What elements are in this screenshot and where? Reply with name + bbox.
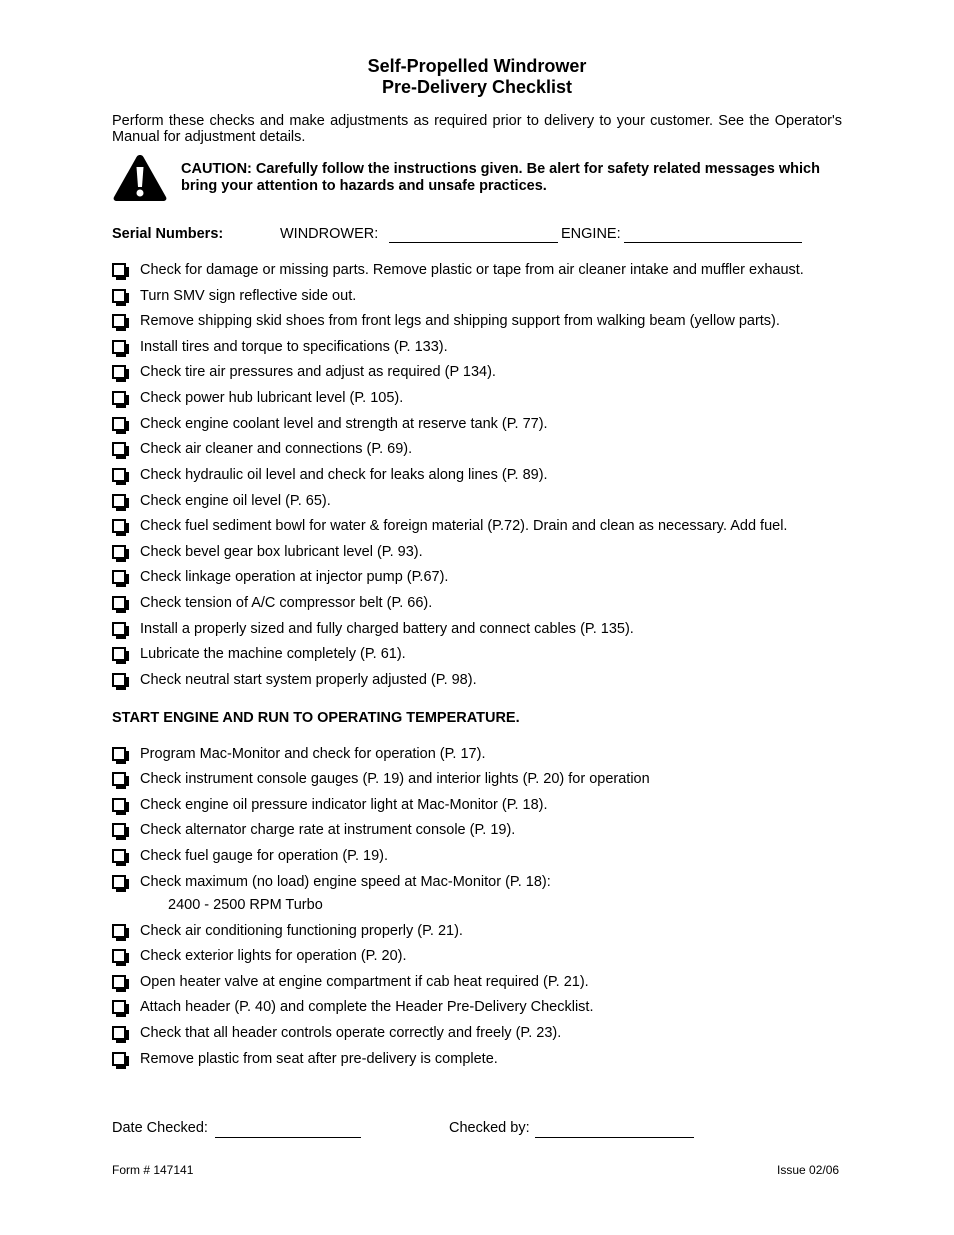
checklist-item-text: Install tires and torque to specifications (P. 133). xyxy=(140,339,448,355)
windrower-serial-field[interactable] xyxy=(389,242,558,243)
checklist-item xyxy=(112,771,852,791)
checklist-item xyxy=(112,518,852,538)
checkbox[interactable] xyxy=(112,545,126,559)
checklist-item xyxy=(112,672,852,692)
checklist-item-text: Check air cleaner and connections (P. 69). xyxy=(140,441,413,457)
section-heading: START ENGINE AND RUN TO OPERATING TEMPERATURE. xyxy=(112,710,520,726)
checklist-item xyxy=(112,874,852,894)
checklist-item-text: Check hydraulic oil level and check for leaks along lines (P. 89). xyxy=(140,467,548,483)
checkbox[interactable] xyxy=(112,949,126,963)
checklist-item xyxy=(112,288,852,308)
checklist-item-text: Remove plastic from seat after pre-delivery is complete. xyxy=(140,1051,498,1067)
checklist-item-text: Turn SMV sign reflective side out. xyxy=(140,288,357,304)
checklist-item-text: Check engine coolant level and strength at reserve tank (P. 77). xyxy=(140,416,548,432)
checklist-item-text: Check exterior lights for operation (P. 20). xyxy=(140,948,407,964)
checkbox[interactable] xyxy=(112,519,126,533)
checklist-item-text: Attach header (P. 40) and complete the Header Pre-Delivery Checklist. xyxy=(140,999,594,1015)
date-checked-field[interactable] xyxy=(215,1137,361,1138)
checklist-item xyxy=(112,646,852,666)
checklist-item-text: Check instrument console gauges (P. 19) and interior lights (P. 20) for operation xyxy=(140,771,650,787)
checkbox[interactable] xyxy=(112,924,126,938)
checkbox[interactable] xyxy=(112,673,126,687)
checkbox[interactable] xyxy=(112,823,126,837)
checklist-item xyxy=(112,493,852,513)
checkbox[interactable] xyxy=(112,772,126,786)
checklist-item-text: Check tension of A/C compressor belt (P. 66). xyxy=(140,595,433,611)
checklist-item-text: Check engine oil pressure indicator light at Mac-Monitor (P. 18). xyxy=(140,797,548,813)
document-subtitle: Pre-Delivery Checklist xyxy=(381,77,573,97)
date-checked-label: Date Checked: xyxy=(112,1120,208,1136)
checklist-item-text: Check power hub lubricant level (P. 105). xyxy=(140,390,404,406)
checked-by-field[interactable] xyxy=(535,1137,694,1138)
checklist-item-text: Check neutral start system properly adjusted (P. 98). xyxy=(140,672,477,688)
checklist-item xyxy=(112,313,852,333)
checklist-item xyxy=(112,621,852,641)
checklist-item-text: Check for damage or missing parts. Remove plastic or tape from air cleaner intake and muffler exhaust. xyxy=(140,262,804,278)
checklist-item-text: Check tire air pressures and adjust as required (P 134). xyxy=(140,364,496,380)
checkbox[interactable] xyxy=(112,647,126,661)
checklist-item xyxy=(112,339,852,359)
document-title: Self-Propelled Windrower xyxy=(367,56,587,76)
checkbox[interactable] xyxy=(112,1026,126,1040)
checkbox[interactable] xyxy=(112,417,126,431)
checklist-item-text: Open heater valve at engine compartment if cab heat required (P. 21). xyxy=(140,974,589,990)
form-number: Form # 147141 xyxy=(112,1163,194,1177)
checkbox[interactable] xyxy=(112,263,126,277)
checkbox[interactable] xyxy=(112,747,126,761)
engine-serial-label: ENGINE: xyxy=(561,226,621,242)
checklist-item-text: Check alternator charge rate at instrument console (P. 19). xyxy=(140,822,516,838)
checklist-item xyxy=(112,1025,852,1045)
checkbox[interactable] xyxy=(112,1052,126,1066)
checklist-item xyxy=(112,544,852,564)
warning-triangle-icon xyxy=(112,153,168,203)
checklist-item xyxy=(112,595,852,615)
checkbox[interactable] xyxy=(112,314,126,328)
checklist-item xyxy=(112,974,852,994)
checklist-item xyxy=(112,416,852,436)
checklist-item-text: Check maximum (no load) engine speed at Mac-Monitor (P. 18): xyxy=(140,874,551,890)
checklist-item xyxy=(112,467,852,487)
checkbox[interactable] xyxy=(112,365,126,379)
checklist-item xyxy=(112,364,852,384)
checkbox[interactable] xyxy=(112,1000,126,1014)
checked-by-label: Checked by: xyxy=(449,1120,530,1136)
checkbox[interactable] xyxy=(112,442,126,456)
checklist-item xyxy=(112,746,852,766)
checklist-item-text: Program Mac-Monitor and check for operation (P. 17). xyxy=(140,746,486,762)
checklist-item-text: Check fuel sediment bowl for water & foreign material (P.72). Drain and clean as necessary. Add fuel. xyxy=(140,518,788,534)
checklist-item xyxy=(112,1051,852,1071)
checkbox[interactable] xyxy=(112,468,126,482)
checkbox[interactable] xyxy=(112,849,126,863)
engine-serial-field[interactable] xyxy=(624,242,802,243)
checkbox[interactable] xyxy=(112,391,126,405)
checklist-item xyxy=(112,390,852,410)
checkbox[interactable] xyxy=(112,596,126,610)
checkbox[interactable] xyxy=(112,622,126,636)
checklist-item xyxy=(112,822,852,842)
checklist-item-text: Check engine oil level (P. 65). xyxy=(140,493,331,509)
checklist-item xyxy=(112,797,852,817)
checkbox[interactable] xyxy=(112,289,126,303)
caution-message: CAUTION: Carefully follow the instructions given. Be alert for safety related messages which bring your attention to hazards and unsafe practices. xyxy=(181,161,820,194)
checklist-item xyxy=(112,441,852,461)
checkbox[interactable] xyxy=(112,975,126,989)
checklist-item-text: Lubricate the machine completely (P. 61). xyxy=(140,646,406,662)
checklist-item xyxy=(112,923,852,943)
checklist-item-text: Check linkage operation at injector pump (P.67). xyxy=(140,569,449,585)
checklist-item xyxy=(112,569,852,589)
checkbox[interactable] xyxy=(112,494,126,508)
checkbox[interactable] xyxy=(112,875,126,889)
serial-numbers-label: Serial Numbers: xyxy=(112,226,224,242)
checklist-item-text: Check that all header controls operate correctly and freely (P. 23). xyxy=(140,1025,562,1041)
checklist-item-text: Remove shipping skid shoes from front legs and shipping support from walking beam (yellow parts). xyxy=(140,313,780,329)
windrower-serial-label: WINDROWER: xyxy=(280,226,379,242)
intro-paragraph: Perform these checks and make adjustments as required prior to delivery to your customer. See the Operator's Manual for adjustment details. xyxy=(112,113,842,145)
issue-date: Issue 02/06 xyxy=(777,1163,840,1177)
checkbox[interactable] xyxy=(112,570,126,584)
checklist-item-text: Install a properly sized and fully charged battery and connect cables (P. 135). xyxy=(140,621,634,637)
checklist-item-text: Check fuel gauge for operation (P. 19). xyxy=(140,848,389,864)
checklist-item xyxy=(112,999,852,1019)
checklist-item-text: Check air conditioning functioning properly (P. 21). xyxy=(140,923,463,939)
checklist-item xyxy=(112,262,852,282)
checklist-item xyxy=(112,948,852,968)
rpm-note: 2400 - 2500 RPM Turbo xyxy=(168,897,323,913)
checklist-item-text: Check bevel gear box lubricant level (P. 93). xyxy=(140,544,423,560)
checkbox[interactable] xyxy=(112,798,126,812)
checklist-item xyxy=(112,848,852,868)
checkbox[interactable] xyxy=(112,340,126,354)
